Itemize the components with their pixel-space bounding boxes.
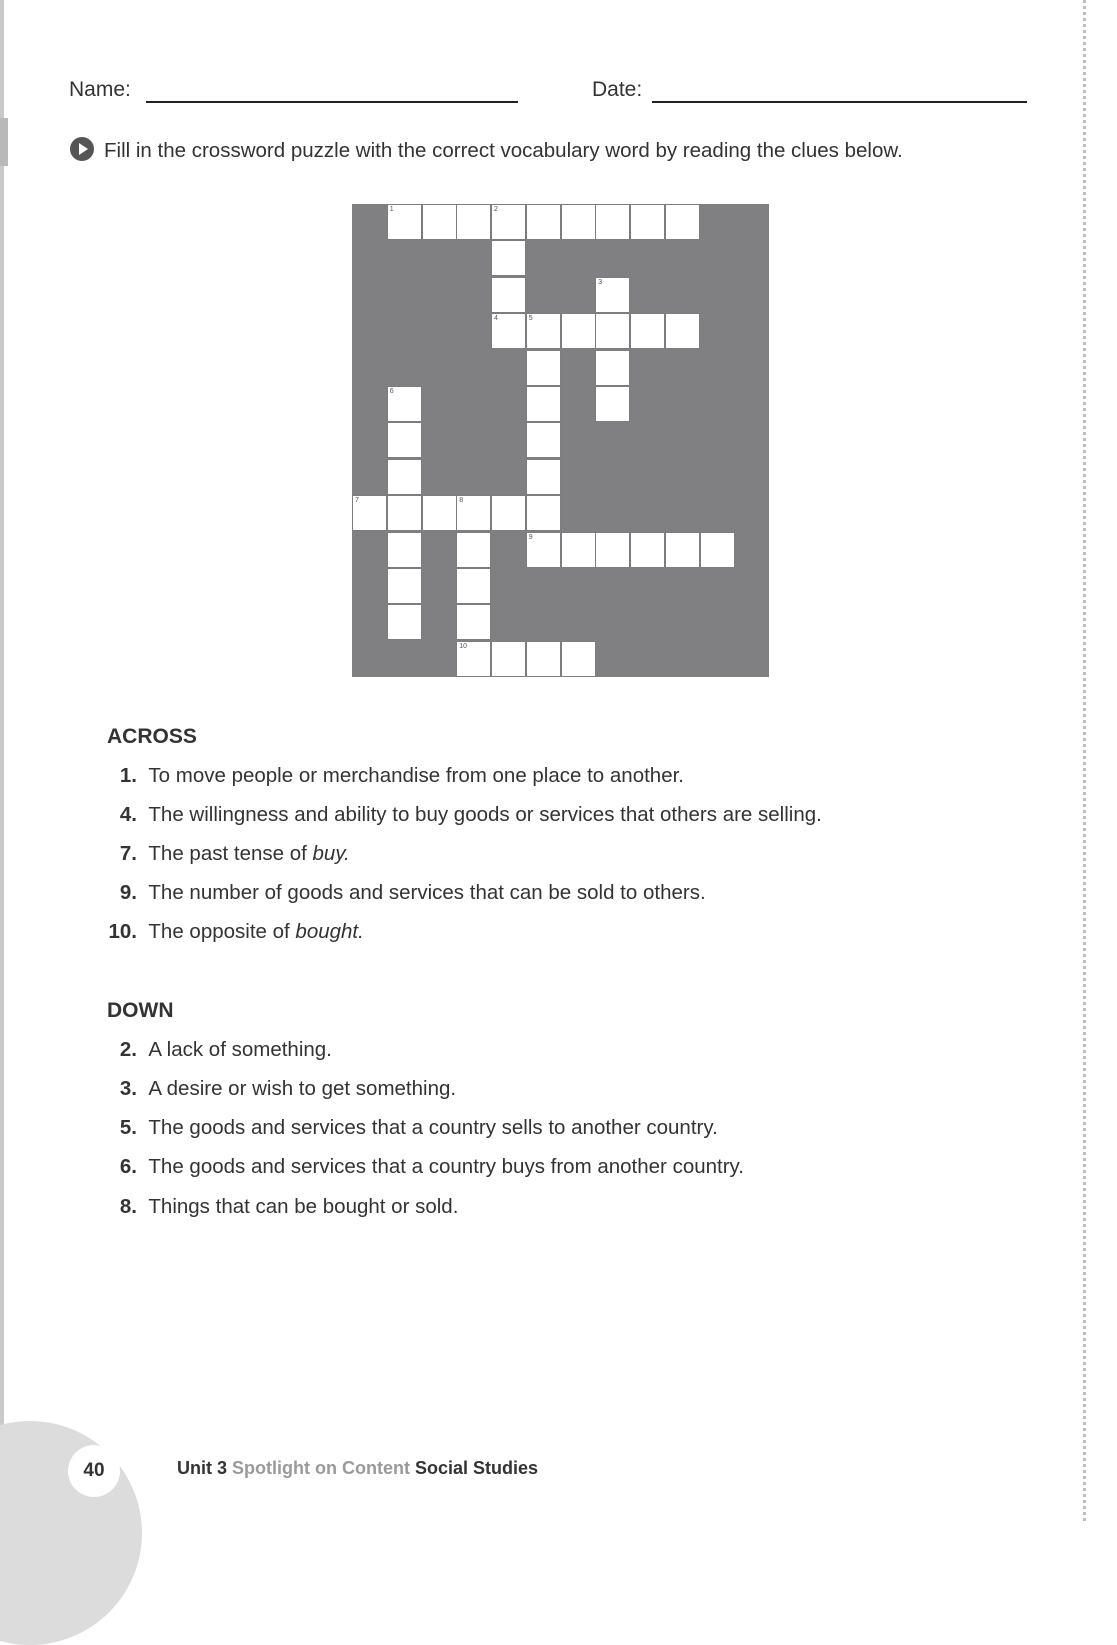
crossword-cell[interactable] [595,277,630,313]
crossword-cell[interactable] [456,568,491,604]
clue-emphasis: buy. [312,842,350,865]
crossword-cell[interactable] [387,495,422,531]
crossword-cell[interactable] [595,313,630,349]
play-circle-icon [69,136,95,168]
clue-across-1 [97,764,684,790]
clue-down-2 [97,1038,332,1064]
crossword-cell[interactable] [595,204,630,240]
clue-down-3 [97,1077,456,1103]
clue-text: The opposite of [148,920,296,943]
crossword-cell[interactable] [665,204,700,240]
footer-unit: Unit 3 [177,1458,228,1478]
footer-subject: Social Studies [415,1458,539,1478]
crossword-cell[interactable] [387,204,422,240]
clue-text: To move people or merchandise from one place to another. [148,764,684,787]
clue-number: 8. [119,1195,137,1218]
crossword-grid [352,204,769,677]
crossword-cell[interactable] [422,204,457,240]
cell-number: 8 [459,497,464,505]
clue-down-8 [97,1195,458,1221]
crossword-cell[interactable] [561,313,596,349]
clue-text: The past tense of [148,842,313,865]
page-number: 40 [68,1445,120,1497]
corner-decoration [0,1421,142,1645]
clue-down-6 [97,1155,744,1181]
perforation-line [1083,0,1086,1521]
crossword-cell[interactable] [595,532,630,568]
crossword-cell[interactable] [595,350,630,386]
crossword-cell[interactable] [561,204,596,240]
crossword-cell[interactable] [526,386,561,422]
down-heading: DOWN [107,999,174,1022]
crossword-cell[interactable] [526,204,561,240]
clue-number: 4. [119,803,137,826]
crossword-cell[interactable] [422,495,457,531]
date-label: Date: [592,78,643,101]
crossword-cell[interactable] [456,604,491,640]
crossword-cell[interactable] [630,313,665,349]
cell-number: 9 [528,533,533,541]
clue-text: A desire or wish to get something. [148,1077,457,1100]
name-field[interactable] [146,101,518,103]
crossword-cell[interactable] [491,204,526,240]
crossword-cell[interactable] [526,313,561,349]
crossword-cell[interactable] [456,532,491,568]
cell-number: 10 [459,642,468,650]
crossword-cell[interactable] [387,386,422,422]
footer-title [177,1458,538,1479]
instruction-text: Fill in the crossword puzzle with the correct vocabulary word by reading the clues below. [104,139,903,162]
crossword-cell[interactable] [387,604,422,640]
date-field[interactable] [652,101,1027,103]
crossword-cell[interactable] [491,495,526,531]
crossword-cell[interactable] [630,204,665,240]
name-label: Name: [69,78,131,101]
crossword-cell[interactable] [665,532,700,568]
crossword-cell[interactable] [526,422,561,458]
page-left-rule [0,0,4,1521]
clue-number: 7. [119,842,137,865]
crossword-cell[interactable] [665,313,700,349]
crossword-cell[interactable] [491,313,526,349]
crossword-cell[interactable] [456,495,491,531]
clue-across-10 [97,920,364,946]
crossword-cell[interactable] [387,532,422,568]
across-heading: ACROSS [107,725,197,748]
crossword-cell[interactable] [526,495,561,531]
clue-number: 6. [119,1155,137,1178]
crossword-cell[interactable] [561,641,596,677]
clue-across-9 [97,881,706,907]
crossword-cell[interactable] [491,240,526,276]
clue-number: 9. [119,881,137,904]
clue-down-5 [97,1116,718,1142]
instruction [69,136,903,168]
crossword-cell[interactable] [595,386,630,422]
crossword-cell[interactable] [352,495,387,531]
clue-number: 3. [119,1077,137,1100]
crossword-cell[interactable] [526,641,561,677]
crossword-cell[interactable] [387,422,422,458]
clue-text: The goods and services that a country buys from another country. [148,1155,744,1178]
binding-notch [0,118,8,166]
crossword-cell[interactable] [491,641,526,677]
cell-number: 7 [355,497,359,505]
crossword-cell[interactable] [456,204,491,240]
cell-number: 4 [494,315,498,323]
crossword-cell[interactable] [561,532,596,568]
cell-number: 3 [598,278,603,286]
cell-number: 2 [494,206,498,213]
crossword-cell[interactable] [387,568,422,604]
crossword-cell[interactable] [526,532,561,568]
clue-text: A lack of something. [148,1038,332,1061]
clue-text: The willingness and ability to buy goods or services that others are selling. [148,803,822,826]
clue-text: The number of goods and services that can be sold to others. [148,881,706,904]
clue-number: 10. [108,920,137,943]
crossword-cell[interactable] [456,641,491,677]
crossword-cell[interactable] [526,350,561,386]
clue-number: 5. [119,1116,137,1139]
cell-number: 6 [389,388,394,395]
crossword-cell[interactable] [387,459,422,495]
clue-number: 2. [119,1038,137,1061]
clue-text: Things that can be bought or sold. [148,1195,459,1218]
clue-text: The goods and services that a country sells to another country. [148,1116,718,1139]
clue-number: 1. [119,764,137,787]
clue-across-7 [97,842,350,868]
clue-across-4 [97,803,822,829]
footer-series: Spotlight on Content [232,1458,410,1478]
crossword-cell[interactable] [630,532,665,568]
cell-number: 5 [528,315,533,323]
cell-number: 1 [389,206,394,213]
crossword-cell[interactable] [491,277,526,313]
crossword-cell[interactable] [700,532,735,568]
clue-emphasis: bought. [295,920,364,943]
crossword-cell[interactable] [526,459,561,495]
